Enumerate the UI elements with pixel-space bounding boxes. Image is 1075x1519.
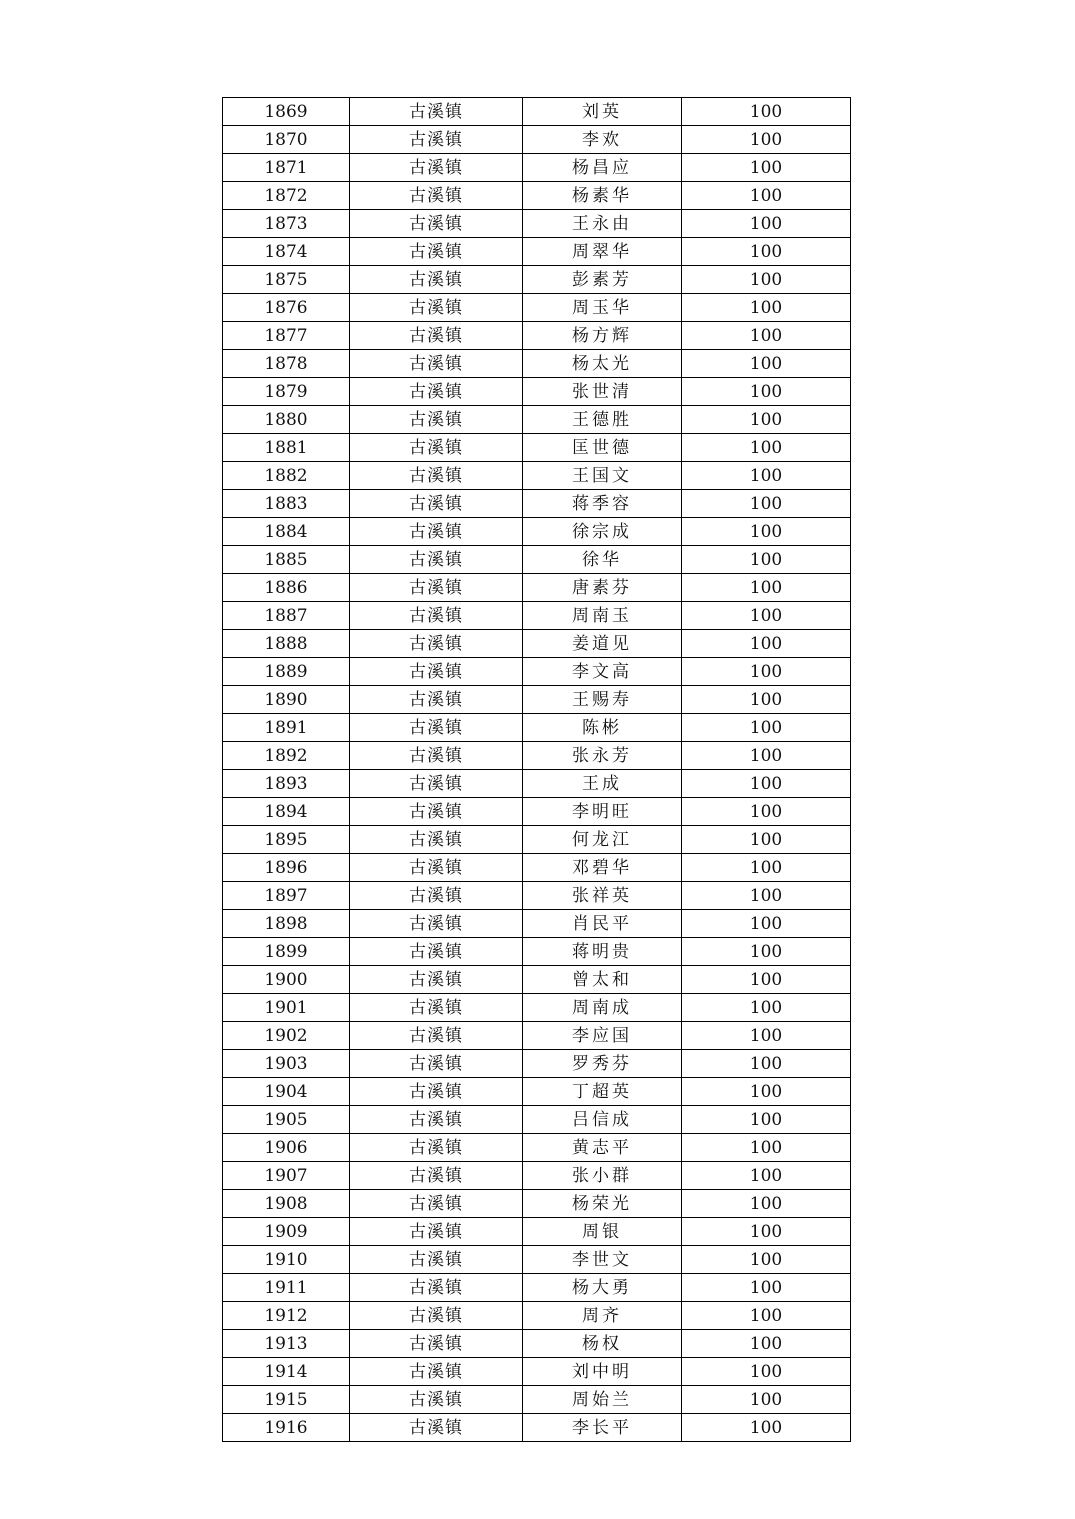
table-row <box>223 1050 851 1078</box>
town-cell: 古溪镇 <box>350 1134 523 1162</box>
table-row <box>223 742 851 770</box>
amount-cell: 100 <box>682 238 851 266</box>
amount-cell: 100 <box>682 98 851 126</box>
town-cell: 古溪镇 <box>350 378 523 406</box>
name-cell: 丁超英 <box>523 1078 682 1106</box>
amount-cell: 100 <box>682 1106 851 1134</box>
town-cell: 古溪镇 <box>350 490 523 518</box>
table-row <box>223 1078 851 1106</box>
town-cell: 古溪镇 <box>350 322 523 350</box>
row-number-cell: 1898 <box>223 910 350 938</box>
amount-cell: 100 <box>682 1358 851 1386</box>
row-number-cell: 1904 <box>223 1078 350 1106</box>
table-row <box>223 1302 851 1330</box>
town-cell: 古溪镇 <box>350 1190 523 1218</box>
table-row <box>223 462 851 490</box>
amount-cell: 100 <box>682 630 851 658</box>
row-number-cell: 1889 <box>223 658 350 686</box>
amount-cell: 100 <box>682 154 851 182</box>
amount-cell: 100 <box>682 1022 851 1050</box>
town-cell: 古溪镇 <box>350 1162 523 1190</box>
row-number-cell: 1901 <box>223 994 350 1022</box>
name-cell: 匡世德 <box>523 434 682 462</box>
town-cell: 古溪镇 <box>350 1386 523 1414</box>
table-row <box>223 434 851 462</box>
table-row <box>223 1274 851 1302</box>
row-number-cell: 1911 <box>223 1274 350 1302</box>
town-cell: 古溪镇 <box>350 238 523 266</box>
name-cell: 陈彬 <box>523 714 682 742</box>
town-cell: 古溪镇 <box>350 350 523 378</box>
table-row <box>223 1190 851 1218</box>
table-row <box>223 1162 851 1190</box>
table-row <box>223 714 851 742</box>
name-cell: 吕信成 <box>523 1106 682 1134</box>
amount-cell: 100 <box>682 658 851 686</box>
amount-cell: 100 <box>682 1134 851 1162</box>
row-number-cell: 1884 <box>223 518 350 546</box>
table-row <box>223 294 851 322</box>
amount-cell: 100 <box>682 910 851 938</box>
row-number-cell: 1879 <box>223 378 350 406</box>
town-cell: 古溪镇 <box>350 882 523 910</box>
town-cell: 古溪镇 <box>350 546 523 574</box>
amount-cell: 100 <box>682 518 851 546</box>
amount-cell: 100 <box>682 210 851 238</box>
town-cell: 古溪镇 <box>350 574 523 602</box>
amount-cell: 100 <box>682 798 851 826</box>
town-cell: 古溪镇 <box>350 602 523 630</box>
town-cell: 古溪镇 <box>350 434 523 462</box>
amount-cell: 100 <box>682 322 851 350</box>
amount-cell: 100 <box>682 686 851 714</box>
name-cell: 张永芳 <box>523 742 682 770</box>
table-row <box>223 1218 851 1246</box>
town-cell: 古溪镇 <box>350 994 523 1022</box>
name-cell: 王成 <box>523 770 682 798</box>
name-cell: 周南成 <box>523 994 682 1022</box>
town-cell: 古溪镇 <box>350 770 523 798</box>
name-cell: 罗秀芬 <box>523 1050 682 1078</box>
table-row <box>223 602 851 630</box>
town-cell: 古溪镇 <box>350 938 523 966</box>
table-row <box>223 910 851 938</box>
name-cell: 肖民平 <box>523 910 682 938</box>
row-number-cell: 1878 <box>223 350 350 378</box>
row-number-cell: 1894 <box>223 798 350 826</box>
row-number-cell: 1897 <box>223 882 350 910</box>
town-cell: 古溪镇 <box>350 126 523 154</box>
table-row <box>223 1022 851 1050</box>
row-number-cell: 1916 <box>223 1414 350 1442</box>
amount-cell: 100 <box>682 826 851 854</box>
name-cell: 周南玉 <box>523 602 682 630</box>
name-cell: 蒋季容 <box>523 490 682 518</box>
amount-cell: 100 <box>682 854 851 882</box>
name-cell: 徐华 <box>523 546 682 574</box>
town-cell: 古溪镇 <box>350 462 523 490</box>
table-row <box>223 1106 851 1134</box>
amount-cell: 100 <box>682 1414 851 1442</box>
name-cell: 邓碧华 <box>523 854 682 882</box>
row-number-cell: 1902 <box>223 1022 350 1050</box>
name-cell: 张小群 <box>523 1162 682 1190</box>
town-cell: 古溪镇 <box>350 966 523 994</box>
name-cell: 蒋明贵 <box>523 938 682 966</box>
row-number-cell: 1896 <box>223 854 350 882</box>
town-cell: 古溪镇 <box>350 798 523 826</box>
row-number-cell: 1872 <box>223 182 350 210</box>
town-cell: 古溪镇 <box>350 686 523 714</box>
town-cell: 古溪镇 <box>350 98 523 126</box>
name-cell: 姜道见 <box>523 630 682 658</box>
amount-cell: 100 <box>682 1218 851 1246</box>
table-row <box>223 630 851 658</box>
amount-cell: 100 <box>682 966 851 994</box>
amount-cell: 100 <box>682 882 851 910</box>
table-row <box>223 238 851 266</box>
row-number-cell: 1895 <box>223 826 350 854</box>
name-cell: 李欢 <box>523 126 682 154</box>
amount-cell: 100 <box>682 378 851 406</box>
row-number-cell: 1892 <box>223 742 350 770</box>
town-cell: 古溪镇 <box>350 1274 523 1302</box>
table-row <box>223 966 851 994</box>
row-number-cell: 1908 <box>223 1190 350 1218</box>
name-cell: 杨方辉 <box>523 322 682 350</box>
name-cell: 王德胜 <box>523 406 682 434</box>
row-number-cell: 1871 <box>223 154 350 182</box>
amount-cell: 100 <box>682 714 851 742</box>
name-cell: 李应国 <box>523 1022 682 1050</box>
row-number-cell: 1899 <box>223 938 350 966</box>
row-number-cell: 1887 <box>223 602 350 630</box>
amount-cell: 100 <box>682 266 851 294</box>
name-cell: 何龙江 <box>523 826 682 854</box>
amount-cell: 100 <box>682 602 851 630</box>
amount-cell: 100 <box>682 1386 851 1414</box>
town-cell: 古溪镇 <box>350 1078 523 1106</box>
town-cell: 古溪镇 <box>350 910 523 938</box>
name-cell: 杨素华 <box>523 182 682 210</box>
table-row <box>223 1386 851 1414</box>
name-cell: 周银 <box>523 1218 682 1246</box>
amount-cell: 100 <box>682 742 851 770</box>
name-cell: 王赐寿 <box>523 686 682 714</box>
row-number-cell: 1888 <box>223 630 350 658</box>
amount-cell: 100 <box>682 406 851 434</box>
row-number-cell: 1881 <box>223 434 350 462</box>
table-row <box>223 1246 851 1274</box>
row-number-cell: 1905 <box>223 1106 350 1134</box>
name-cell: 张世清 <box>523 378 682 406</box>
row-number-cell: 1914 <box>223 1358 350 1386</box>
row-number-cell: 1886 <box>223 574 350 602</box>
name-cell: 李明旺 <box>523 798 682 826</box>
name-cell: 李文高 <box>523 658 682 686</box>
row-number-cell: 1890 <box>223 686 350 714</box>
table-row <box>223 1414 851 1442</box>
amount-cell: 100 <box>682 1302 851 1330</box>
name-cell: 刘中明 <box>523 1358 682 1386</box>
town-cell: 古溪镇 <box>350 1302 523 1330</box>
amount-cell: 100 <box>682 1162 851 1190</box>
table-row <box>223 1134 851 1162</box>
name-cell: 杨大勇 <box>523 1274 682 1302</box>
town-cell: 古溪镇 <box>350 742 523 770</box>
table-row <box>223 798 851 826</box>
town-cell: 古溪镇 <box>350 714 523 742</box>
row-number-cell: 1876 <box>223 294 350 322</box>
name-cell: 王国文 <box>523 462 682 490</box>
row-number-cell: 1870 <box>223 126 350 154</box>
amount-cell: 100 <box>682 1050 851 1078</box>
row-number-cell: 1910 <box>223 1246 350 1274</box>
row-number-cell: 1869 <box>223 98 350 126</box>
row-number-cell: 1891 <box>223 714 350 742</box>
table-row <box>223 938 851 966</box>
table-row <box>223 658 851 686</box>
name-cell: 徐宗成 <box>523 518 682 546</box>
row-number-cell: 1912 <box>223 1302 350 1330</box>
table-row <box>223 154 851 182</box>
row-number-cell: 1913 <box>223 1330 350 1358</box>
town-cell: 古溪镇 <box>350 1330 523 1358</box>
row-number-cell: 1900 <box>223 966 350 994</box>
name-cell: 刘英 <box>523 98 682 126</box>
row-number-cell: 1877 <box>223 322 350 350</box>
name-cell: 李长平 <box>523 1414 682 1442</box>
amount-cell: 100 <box>682 350 851 378</box>
amount-cell: 100 <box>682 938 851 966</box>
data-table <box>222 97 851 1442</box>
amount-cell: 100 <box>682 1330 851 1358</box>
town-cell: 古溪镇 <box>350 630 523 658</box>
town-cell: 古溪镇 <box>350 1050 523 1078</box>
amount-cell: 100 <box>682 490 851 518</box>
amount-cell: 100 <box>682 994 851 1022</box>
town-cell: 古溪镇 <box>350 826 523 854</box>
amount-cell: 100 <box>682 770 851 798</box>
table-row <box>223 266 851 294</box>
town-cell: 古溪镇 <box>350 182 523 210</box>
name-cell: 曾太和 <box>523 966 682 994</box>
table-body <box>223 98 851 1442</box>
amount-cell: 100 <box>682 1246 851 1274</box>
town-cell: 古溪镇 <box>350 1246 523 1274</box>
table-row <box>223 378 851 406</box>
table-row <box>223 406 851 434</box>
row-number-cell: 1903 <box>223 1050 350 1078</box>
name-cell: 周玉华 <box>523 294 682 322</box>
row-number-cell: 1907 <box>223 1162 350 1190</box>
table-row <box>223 1330 851 1358</box>
town-cell: 古溪镇 <box>350 406 523 434</box>
town-cell: 古溪镇 <box>350 1106 523 1134</box>
name-cell: 黄志平 <box>523 1134 682 1162</box>
name-cell: 周始兰 <box>523 1386 682 1414</box>
table-row <box>223 854 851 882</box>
town-cell: 古溪镇 <box>350 210 523 238</box>
name-cell: 李世文 <box>523 1246 682 1274</box>
row-number-cell: 1909 <box>223 1218 350 1246</box>
town-cell: 古溪镇 <box>350 154 523 182</box>
table-row <box>223 994 851 1022</box>
table-row <box>223 826 851 854</box>
name-cell: 杨荣光 <box>523 1190 682 1218</box>
name-cell: 王永由 <box>523 210 682 238</box>
row-number-cell: 1883 <box>223 490 350 518</box>
row-number-cell: 1915 <box>223 1386 350 1414</box>
amount-cell: 100 <box>682 546 851 574</box>
town-cell: 古溪镇 <box>350 658 523 686</box>
amount-cell: 100 <box>682 1190 851 1218</box>
row-number-cell: 1893 <box>223 770 350 798</box>
row-number-cell: 1906 <box>223 1134 350 1162</box>
amount-cell: 100 <box>682 294 851 322</box>
table-row <box>223 322 851 350</box>
name-cell: 彭素芳 <box>523 266 682 294</box>
amount-cell: 100 <box>682 1078 851 1106</box>
table-row <box>223 882 851 910</box>
table-row <box>223 574 851 602</box>
town-cell: 古溪镇 <box>350 1414 523 1442</box>
table-row <box>223 210 851 238</box>
name-cell: 周翠华 <box>523 238 682 266</box>
town-cell: 古溪镇 <box>350 294 523 322</box>
town-cell: 古溪镇 <box>350 1218 523 1246</box>
name-cell: 周齐 <box>523 1302 682 1330</box>
row-number-cell: 1880 <box>223 406 350 434</box>
table-row <box>223 350 851 378</box>
table-row <box>223 490 851 518</box>
name-cell: 杨权 <box>523 1330 682 1358</box>
name-cell: 杨太光 <box>523 350 682 378</box>
row-number-cell: 1885 <box>223 546 350 574</box>
row-number-cell: 1874 <box>223 238 350 266</box>
amount-cell: 100 <box>682 1274 851 1302</box>
amount-cell: 100 <box>682 126 851 154</box>
name-cell: 杨昌应 <box>523 154 682 182</box>
table-row <box>223 1358 851 1386</box>
table-row <box>223 686 851 714</box>
town-cell: 古溪镇 <box>350 1022 523 1050</box>
table-row <box>223 98 851 126</box>
town-cell: 古溪镇 <box>350 1358 523 1386</box>
name-cell: 张祥英 <box>523 882 682 910</box>
row-number-cell: 1882 <box>223 462 350 490</box>
table-row <box>223 126 851 154</box>
town-cell: 古溪镇 <box>350 266 523 294</box>
amount-cell: 100 <box>682 434 851 462</box>
town-cell: 古溪镇 <box>350 854 523 882</box>
amount-cell: 100 <box>682 574 851 602</box>
table-row <box>223 518 851 546</box>
town-cell: 古溪镇 <box>350 518 523 546</box>
table-row <box>223 770 851 798</box>
table-row <box>223 182 851 210</box>
row-number-cell: 1875 <box>223 266 350 294</box>
amount-cell: 100 <box>682 462 851 490</box>
row-number-cell: 1873 <box>223 210 350 238</box>
amount-cell: 100 <box>682 182 851 210</box>
name-cell: 唐素芬 <box>523 574 682 602</box>
table-row <box>223 546 851 574</box>
